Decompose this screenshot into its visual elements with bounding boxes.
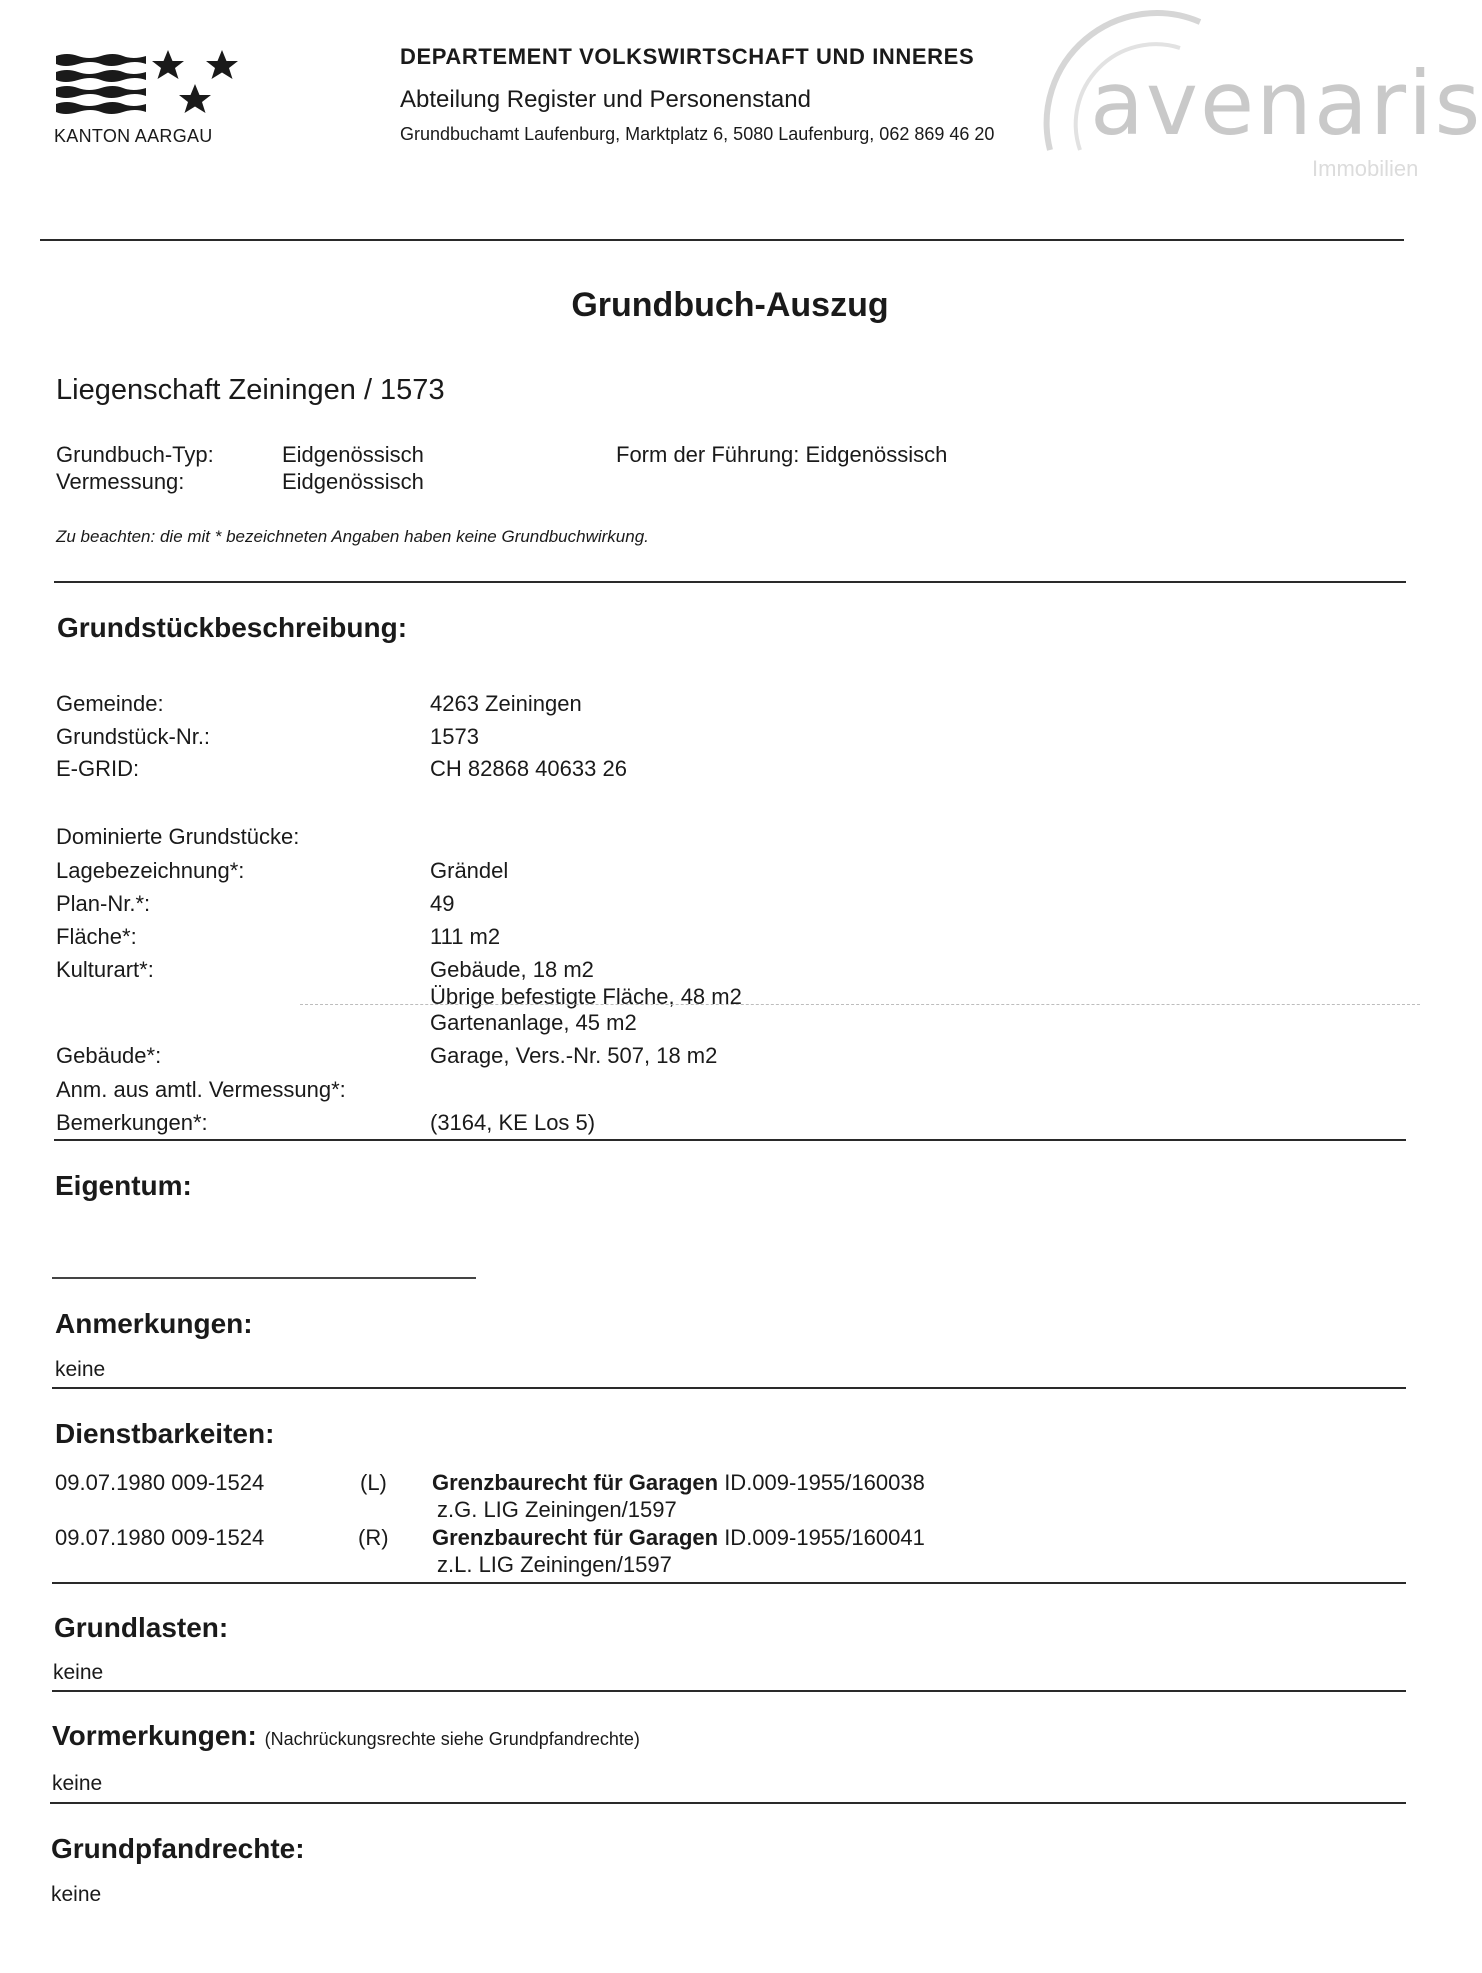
divider bbox=[54, 1139, 1406, 1141]
servitude-title: Grenzbaurecht für Garagen bbox=[432, 1525, 719, 1550]
canton-stars-icon bbox=[150, 48, 242, 124]
division-name: Abteilung Register und Personenstand bbox=[400, 86, 811, 113]
servitude-detail: z.G. LIG Zeiningen/1597 bbox=[437, 1497, 677, 1522]
section-heading-dienstbarkeiten: Dienstbarkeiten: bbox=[55, 1418, 275, 1449]
row-value: (3164, KE Los 5) bbox=[430, 1110, 596, 1135]
row-label: Gebäude*: bbox=[56, 1043, 162, 1068]
vormerkungen-title: Vormerkungen: bbox=[52, 1720, 257, 1751]
row-label: Gemeinde: bbox=[56, 691, 164, 716]
row-value: Übrige befestigte Fläche, 48 m2 bbox=[430, 984, 742, 1009]
row-value: 4263 Zeiningen bbox=[430, 691, 582, 716]
office-address: Grundbuchamt Laufenburg, Marktplatz 6, 5080 Laufenburg, 062 869 46 20 bbox=[400, 124, 995, 144]
vermessung-label: Vermessung: bbox=[56, 469, 185, 494]
section-heading-grundpfandrechte: Grundpfandrechte: bbox=[51, 1833, 305, 1864]
divider-short bbox=[52, 1277, 476, 1279]
divider bbox=[50, 1802, 1406, 1804]
servitude-detail: z.L. LIG Zeiningen/1597 bbox=[437, 1552, 672, 1577]
document-title: Grundbuch-Auszug bbox=[571, 286, 889, 324]
section-heading-grundlasten: Grundlasten: bbox=[54, 1612, 229, 1643]
section-heading-beschreibung: Grundstückbeschreibung: bbox=[57, 612, 408, 643]
row-value: CH 82868 40633 26 bbox=[430, 756, 627, 781]
header-divider bbox=[40, 239, 1404, 241]
servitude-code: (R) bbox=[358, 1525, 389, 1550]
row-value: 49 bbox=[430, 891, 455, 916]
grundlasten-value: keine bbox=[53, 1661, 104, 1684]
row-value: 111 m2 bbox=[430, 924, 501, 949]
vormerkungen-value: keine bbox=[52, 1772, 103, 1795]
servitude-entry bbox=[432, 1470, 925, 1496]
row-value: 1573 bbox=[430, 724, 479, 749]
vormerkungen-note: (Nachrückungsrechte siehe Grundpfandrechte) bbox=[264, 1729, 640, 1749]
grundpfandrechte-value: keine bbox=[51, 1883, 102, 1906]
watermark-logo: avenaris bbox=[1090, 52, 1482, 155]
property-title: Liegenschaft Zeiningen / 1573 bbox=[56, 374, 445, 406]
row-value: Garage, Vers.-Nr. 507, 18 m2 bbox=[430, 1043, 718, 1068]
servitude-date: 09.07.1980 009-1524 bbox=[55, 1470, 265, 1495]
row-value: Gebäude, 18 m2 bbox=[430, 957, 594, 982]
row-value: Gartenanlage, 45 m2 bbox=[430, 1010, 637, 1035]
servitude-code: (L) bbox=[360, 1470, 387, 1495]
servitude-entry bbox=[432, 1525, 925, 1551]
servitude-id: ID.009-1955/160041 bbox=[718, 1525, 925, 1550]
row-label: Plan-Nr.*: bbox=[56, 891, 151, 916]
row-label: Grundstück-Nr.: bbox=[56, 724, 211, 749]
section-heading-eigentum: Eigentum: bbox=[55, 1170, 192, 1201]
row-label: E-GRID: bbox=[56, 756, 140, 781]
scan-artifact-line bbox=[300, 1004, 1420, 1005]
watermark-subtitle: Immobilien bbox=[1312, 156, 1419, 181]
divider bbox=[54, 581, 1406, 583]
anmerkungen-value: keine bbox=[55, 1358, 106, 1381]
grundbuch-typ-value: Eidgenössisch bbox=[282, 442, 424, 467]
divider bbox=[52, 1582, 1406, 1584]
row-label: Dominierte Grundstücke: bbox=[56, 824, 300, 849]
row-label: Kulturart*: bbox=[56, 957, 154, 982]
row-label: Fläche*: bbox=[56, 924, 137, 949]
servitude-title: Grenzbaurecht für Garagen bbox=[432, 1470, 719, 1495]
row-label: Anm. aus amtl. Vermessung*: bbox=[56, 1077, 346, 1102]
section-heading-anmerkungen: Anmerkungen: bbox=[55, 1308, 253, 1339]
vermessung-value: Eidgenössisch bbox=[282, 469, 424, 494]
servitude-id: ID.009-1955/160038 bbox=[718, 1470, 925, 1495]
form-der-fuehrung: Form der Führung: Eidgenössisch bbox=[616, 442, 948, 467]
row-label: Bemerkungen*: bbox=[56, 1110, 208, 1135]
department-title: DEPARTEMENT VOLKSWIRTSCHAFT UND INNERES bbox=[400, 44, 975, 69]
divider bbox=[52, 1690, 1406, 1692]
grundbuch-typ-label: Grundbuch-Typ: bbox=[56, 442, 214, 467]
section-heading-vormerkungen bbox=[52, 1720, 640, 1752]
row-value: Grändel bbox=[430, 858, 509, 883]
row-label: Lagebezeichnung*: bbox=[56, 858, 245, 883]
canton-name: KANTON AARGAU bbox=[54, 126, 213, 146]
disclaimer-note: Zu beachten: die mit * bezeichneten Angaben haben keine Grundbuchwirkung. bbox=[56, 527, 649, 546]
divider bbox=[52, 1387, 1406, 1389]
canton-waves-icon bbox=[56, 52, 146, 116]
servitude-date: 09.07.1980 009-1524 bbox=[55, 1525, 265, 1550]
